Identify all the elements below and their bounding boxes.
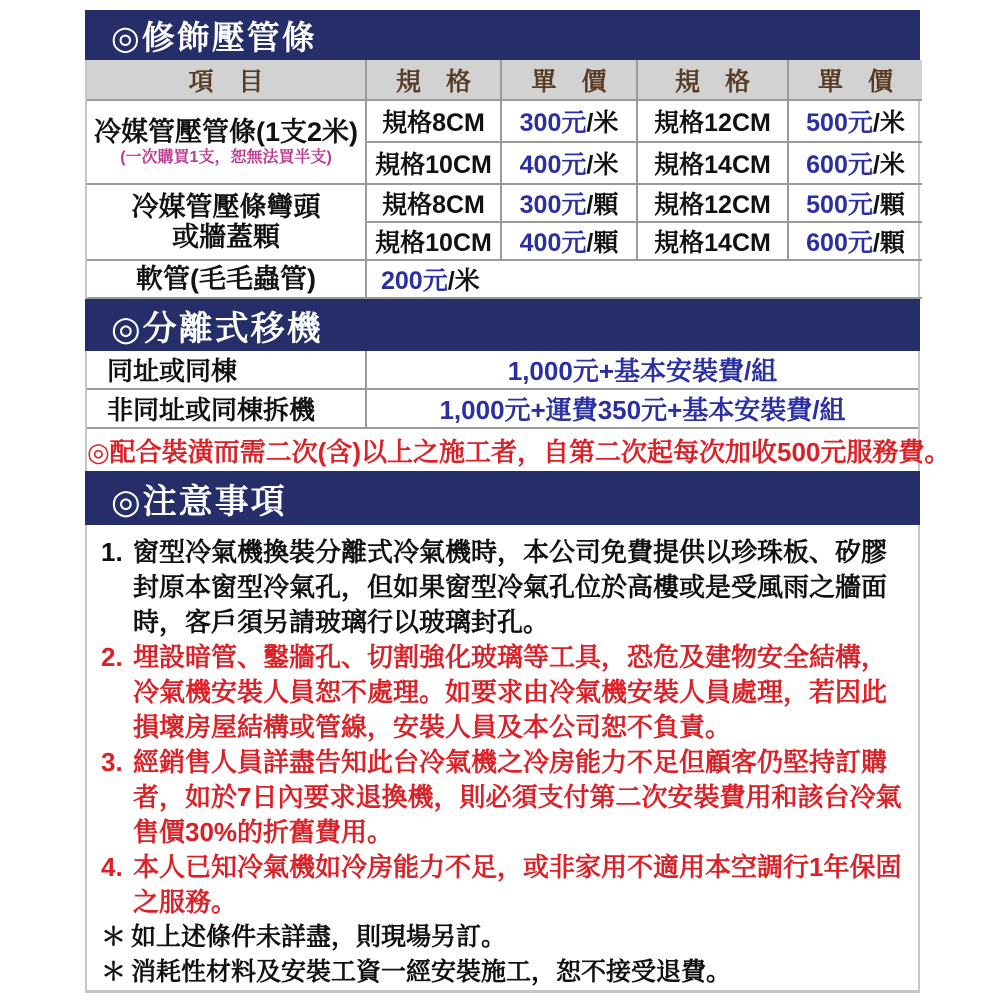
price-cell [788, 100, 922, 142]
price-cell [501, 184, 637, 222]
section-title-pipe-trim: ◎修飾壓管條 [111, 18, 317, 56]
table-header-row [87, 60, 922, 100]
price-unit: /顆 [872, 229, 905, 257]
notice-item-3 [101, 745, 906, 850]
col-header-price-2: 單 價 [788, 60, 922, 100]
price-value: 300元 [519, 191, 587, 219]
notice-text: 本人已知冷氣機如冷房能力不足，或非家用不適用本空調行1年保固之服務。 [133, 852, 902, 917]
table-row [87, 389, 918, 428]
footnote-1 [101, 920, 906, 955]
table-row [87, 184, 922, 222]
notices-list [87, 525, 918, 990]
notice-number: 2. [101, 642, 123, 672]
asterisk-marker: ＊ [101, 958, 127, 986]
item-cell-trim-strip [87, 100, 366, 184]
footnote-2 [101, 955, 906, 990]
spec-cell: 規格8CM [366, 184, 501, 222]
price-cell [366, 260, 922, 298]
notice-text: 埋設暗管、鑿牆孔、切割強化玻璃等工具，恐危及建物安全結構，冷氣機安裝人員恕不處理。如要求由冷氣機安裝人員處理，若因此損壞房屋結構或管線，安裝人員及本公司恕不負責。 [133, 642, 888, 742]
relocation-type: 同址或同棟 [87, 351, 366, 389]
spec-cell: 規格14CM [637, 142, 788, 184]
asterisk-marker: ＊ [101, 923, 127, 951]
notice-number: 4. [101, 852, 123, 882]
section-header-pipe-trim [85, 10, 920, 60]
relocation-table [87, 351, 918, 429]
footnote-text: 消耗性材料及安裝工資一經安裝施工，恕不接受退費。 [131, 958, 732, 986]
price-value: 500元 [806, 191, 873, 219]
relocation-type: 非同址或同棟拆機 [87, 389, 366, 428]
notice-item-2 [101, 640, 906, 745]
price-unit: /米 [586, 109, 619, 137]
notice-text: 窗型冷氣機換裝分離式冷氣機時，本公司免費提供以珍珠板、矽膠封原本窗型冷氣孔，但如果窗型冷氣孔位於高樓或是受風雨之牆面時，客戶須另請玻璃行以玻璃封孔。 [133, 537, 888, 637]
spec-cell: 規格12CM [637, 100, 788, 142]
price-value: 400元 [519, 151, 587, 179]
spec-cell: 規格10CM [366, 222, 501, 260]
price-unit: /米 [872, 109, 905, 137]
spec-cell: 規格8CM [366, 100, 501, 142]
notice-number: 1. [101, 537, 123, 567]
price-value: 600元 [806, 229, 873, 257]
price-cell [501, 100, 637, 142]
price-cell [788, 222, 922, 260]
price-value: 400元 [519, 229, 587, 257]
notice-number: 3. [101, 747, 123, 777]
price-unit: /米 [586, 151, 619, 179]
item-purchase-note: (一次購買1支，恕無法買半支) [120, 149, 332, 166]
price-value: 500元 [806, 109, 873, 137]
price-cell [788, 184, 922, 222]
relocation-fee: 1,000元+基本安裝費/組 [366, 351, 918, 389]
pipe-trim-table [87, 60, 922, 299]
spec-cell: 規格12CM [637, 184, 788, 222]
relocation-fee: 1,000元+運費350元+基本安裝費/組 [366, 389, 918, 428]
price-cell [788, 142, 922, 184]
price-value: 200元 [381, 267, 448, 295]
col-header-spec-1: 規 格 [366, 60, 501, 100]
item-name: 冷媒管壓管條(1支2米) [93, 117, 358, 147]
section-header-relocation [85, 299, 920, 351]
table-row [87, 100, 922, 142]
col-header-spec-2: 規 格 [637, 60, 788, 100]
spec-cell: 規格10CM [366, 142, 501, 184]
notice-text: 經銷售人員詳盡告知此台冷氣機之冷房能力不足但顧客仍堅持訂購者，如於7日內要求退換機，則必須支付第二次安裝費用和該台冷氣售價30%的折舊費用。 [133, 747, 902, 847]
price-value: 600元 [806, 151, 873, 179]
item-cell-soft-pipe [87, 260, 366, 298]
surcharge-note: ◎配合裝潢而需二次(含)以上之施工者，自第二次起每次加收500元服務費。 [87, 436, 951, 467]
price-unit: /顆 [586, 191, 619, 219]
col-header-item: 項 目 [87, 60, 366, 100]
price-unit: /米 [447, 267, 480, 295]
item-name-line2: 或牆蓋顆 [172, 222, 280, 252]
item-cell-elbow-cover [87, 184, 366, 260]
price-cell [501, 222, 637, 260]
price-unit: /顆 [586, 229, 619, 257]
item-name-line1: 冷媒管壓條彎頭 [131, 192, 321, 222]
price-unit: /顆 [872, 191, 905, 219]
notice-item-1 [101, 535, 906, 640]
notice-item-4 [101, 850, 906, 920]
section-title-notices: ◎注意事項 [111, 482, 287, 521]
col-header-price-1: 單 價 [501, 60, 637, 100]
section-header-notices [85, 471, 920, 525]
item-name: 軟管(毛毛蟲管) [136, 264, 316, 294]
table-row [87, 260, 922, 298]
spec-cell: 規格14CM [637, 222, 788, 260]
table-row [87, 351, 918, 389]
footnote-text: 如上述條件未詳盡，則現場另訂。 [131, 923, 507, 951]
price-unit: /米 [872, 151, 905, 179]
section-title-relocation: ◎分離式移機 [111, 309, 323, 348]
price-cell [501, 142, 637, 184]
price-value: 300元 [519, 109, 587, 137]
pricing-document [85, 10, 951, 993]
